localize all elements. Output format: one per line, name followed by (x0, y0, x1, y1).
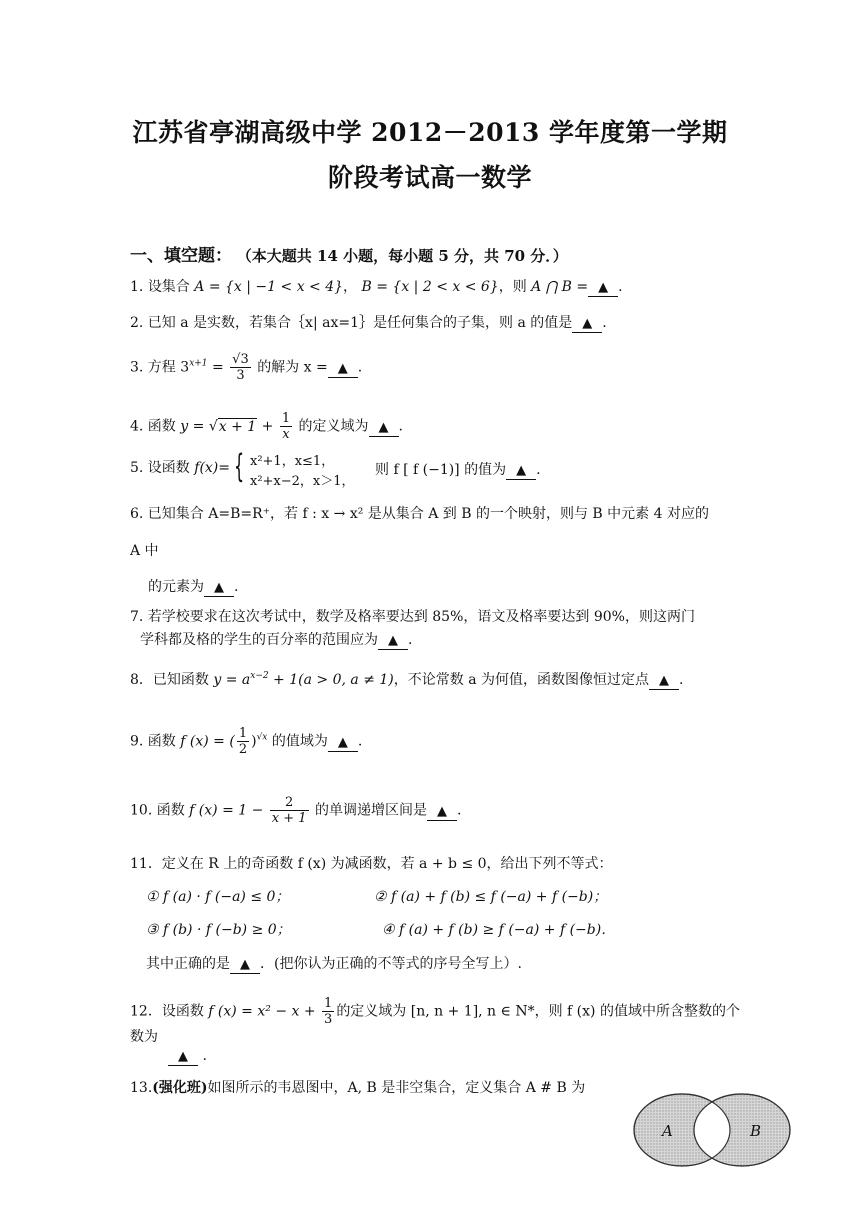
q9-paren: ) (251, 733, 257, 750)
q8-end: . (679, 672, 684, 688)
q12-end: . (202, 1048, 207, 1064)
q10-denominator: x + 1 (271, 811, 307, 826)
exam-title-line-1: 江苏省亭湖高级中学 2012－2013 学年度第一学期 (132, 118, 728, 147)
question-12-line-2: 数为 (130, 1029, 158, 1045)
question-11-line-1: 11．定义在 R 上的奇函数 f (x) 为减函数，若 a + b ≤ 0，给出下列不等式： (130, 856, 613, 872)
q8-mid: ，不论常数 a 为何值，函数图像恒过定点 (393, 672, 649, 688)
q11-option-1: ① f (a) · f (−a) ≤ 0； (146, 889, 290, 905)
q8-exponent: x−2 (250, 671, 269, 681)
q7-line2-text: 学科都及格的学生的百分率的范围应为 (140, 632, 378, 648)
q4-end: . (398, 418, 403, 435)
q9-fraction (237, 726, 249, 757)
q5-prefix: 5. 设函数 (130, 460, 190, 476)
venn-label-b: B (750, 1122, 762, 1140)
q6-line3-text: 的元素为 (148, 579, 204, 595)
question-2 (130, 313, 607, 333)
q3-fraction (230, 352, 251, 383)
q11-option-4: ④ f (a) + f (b) ≥ f (−a) + f (−b)． (382, 922, 616, 938)
q10-numerator: 2 (270, 795, 309, 811)
question-6-line-1: 6. 已知集合 A=B=R⁺，若 f : x → x² 是从集合 A 到 B 的一个映射，则与 B 中元素 4 对应的 (130, 506, 709, 522)
q9-exponent: √x (256, 732, 268, 743)
q4-fraction (280, 411, 292, 442)
q5-end: . (536, 462, 541, 478)
q13-number: 13. (130, 1080, 153, 1096)
q12-mid: 的定义域为 [n, n + 1], n ∈ N*，则 f (x) 的值域中所含整数的个 (336, 1003, 740, 1020)
q3-base: 3 (180, 359, 190, 376)
q2-text: 2. 已知 a 是实数，若集合｛x| ax=1｝是任何集合的子集，则 a 的值是 (130, 315, 573, 331)
q3-denominator: 3 (236, 368, 245, 383)
answer-blank: ▲ (204, 580, 234, 597)
q1-mid: ，则 (498, 279, 527, 295)
q4-prefix: 4. 函数 (130, 418, 176, 435)
section-note: （本大题共 14 小题，每小题 5 分，共 70 分．） (236, 247, 568, 265)
question-7-line-1: 7. 若学校要求在这次考试中，数学及格率要达到 85%，语文及格率要达到 90%，则这两门 (130, 609, 695, 625)
q13-text: 如图所示的韦恩图中，A, B 是非空集合，定义集合 A # B 为 (207, 1080, 586, 1096)
q13-class-tag: (强化班) (152, 1080, 208, 1096)
q6-end: . (234, 579, 239, 595)
q11-line4-suffix: ．(把你认为正确的不等式的序号全写上）. (260, 956, 522, 972)
q1-number: 1. (130, 279, 144, 295)
venn-label-a: A (662, 1122, 673, 1140)
q3-prefix: 3. 方程 (130, 359, 176, 376)
q12-fraction (322, 996, 334, 1027)
question-8 (130, 670, 683, 690)
q11-option-3: ③ f (b) · f (−b) ≥ 0； (146, 922, 291, 938)
answer-blank: ▲ (328, 361, 358, 378)
question-12 (130, 996, 740, 1027)
q11-option-2: ② f (a) + f (b) ≤ f (−a) + f (−b)； (374, 889, 608, 905)
q10-prefix: 10. 函数 (130, 802, 185, 819)
q10-end: . (457, 802, 462, 819)
answer-blank: ▲ (168, 1049, 198, 1066)
section-header (130, 241, 568, 266)
question-10 (130, 795, 461, 826)
question-1 (130, 277, 623, 297)
q9-prefix: 9. 函数 (130, 733, 176, 750)
q8-condition: + 1(a > 0, a ≠ 1) (268, 672, 394, 688)
q12-lhs: f (x) = x² − x + (208, 1003, 316, 1020)
q10-fraction (270, 795, 309, 826)
section-heading: 一、填空题： (130, 246, 232, 266)
q5-mid: 则 f [ f (−1)] 的值为 (375, 462, 507, 478)
question-11-line-4 (146, 954, 522, 974)
q1-prefix: 设集合 (147, 279, 190, 295)
question-12-line-3 (168, 1046, 207, 1066)
q11-line4-prefix: 其中正确的是 (146, 956, 230, 972)
answer-blank: ▲ (572, 316, 602, 333)
q9-lhs: f (x) = ( (180, 733, 235, 750)
q3-exponent: x+1 (189, 358, 208, 369)
answer-blank: ▲ (328, 735, 358, 752)
venn-diagram (632, 1092, 792, 1168)
q5-case-1: x²+1，x≤1， (250, 454, 335, 469)
q4-mid: 的定义域为 (298, 418, 369, 435)
q1-sep: ， (343, 279, 358, 295)
question-6-line-3 (148, 577, 238, 597)
answer-blank: ▲ (649, 673, 679, 690)
question-9 (130, 726, 362, 757)
question-7-line-2 (140, 630, 412, 650)
q1-end: . (618, 279, 623, 295)
question-6-line-2: A 中 (130, 543, 159, 559)
q7-end: . (408, 632, 413, 648)
answer-blank: ▲ (378, 633, 408, 650)
question-13 (130, 1078, 585, 1098)
question-4: 4. 函数 y = √x + 1 + $\frac{1}{x}$ 的定义域为 ▲ . (130, 411, 403, 442)
q12-denominator: 3 (324, 1012, 333, 1027)
exam-title-line-2: 阶段考试高一数学 (327, 163, 532, 192)
q9-mid: 的值域为 (271, 733, 328, 750)
question-5-rest (375, 460, 541, 480)
q4-plus: + (261, 418, 274, 435)
q9-numerator: 1 (238, 726, 248, 741)
q12-prefix: 12．设函数 (130, 1003, 204, 1020)
answer-blank: ▲ (588, 280, 618, 297)
q4-denominator: x (282, 427, 290, 442)
answer-blank: ▲ (230, 957, 260, 974)
q3-end: . (357, 359, 363, 376)
q2-end: . (602, 315, 607, 331)
q10-lhs: f (x) = 1 − (189, 802, 264, 819)
q9-denominator: 2 (238, 742, 248, 757)
q4-numerator: 1 (281, 411, 291, 426)
q1-set-b: B = {x | 2 < x < 6} (361, 279, 499, 295)
q5-case-2: x²+x−2，x＞1， (250, 474, 355, 489)
q5-brace: { (234, 447, 245, 485)
q12-numerator: 1 (324, 996, 333, 1011)
question-3 (130, 352, 362, 383)
q4-radicand: x + 1 (218, 418, 257, 435)
q8-prefix: 8．已知函数 (130, 672, 209, 688)
q4-lhs: y = (180, 418, 209, 435)
q3-numerator: √3 (232, 352, 249, 367)
q9-end: . (357, 733, 363, 750)
answer-blank: ▲ (427, 804, 457, 821)
q8-function: y = a (213, 672, 251, 688)
answer-blank: ▲ (369, 420, 399, 437)
q1-expression: A ⋂ B = (531, 279, 589, 295)
q3-equals: = (211, 359, 224, 376)
question-5-prefix (130, 458, 230, 478)
q3-mid: 的解为 x = (257, 359, 328, 376)
q1-set-a: A = {x | −1 < x < 4} (194, 279, 344, 295)
answer-blank: ▲ (506, 463, 536, 480)
q5-fx: f(x)= (194, 460, 230, 476)
q10-mid: 的单调递增区间是 (315, 802, 428, 819)
